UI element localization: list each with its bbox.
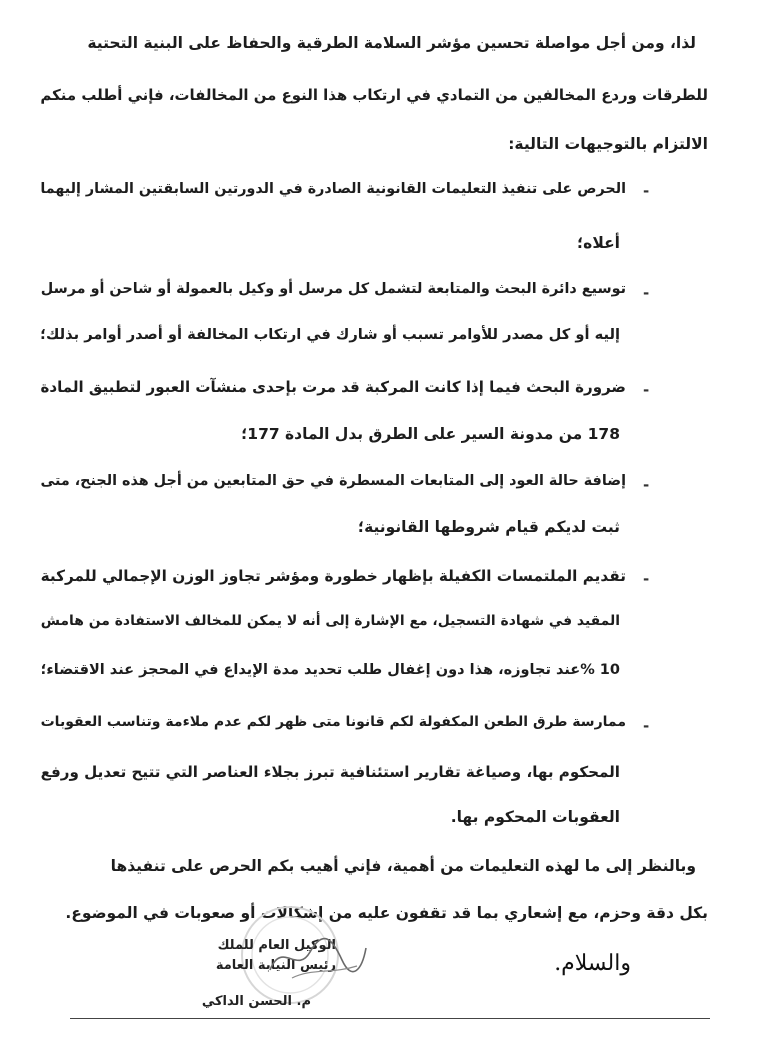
directive-line: إضافة حالة العود إلى المتابعات المسطرة في حق المتابعين من أجل هذه الجنح، متى — [40, 473, 626, 489]
signature-scribble-icon — [262, 930, 372, 985]
footer-divider — [70, 1018, 710, 1019]
directive-line: ضرورة البحث فيما إذا كانت المركبة قد مرت بإحدى منشآت العبور لتطبيق المادة — [40, 378, 626, 396]
salutation: والسلام. — [554, 951, 631, 976]
closing-line: وبالنظر إلى ما لهذه التعليمات من أهمية، فإني أهيب بكم الحرص على تنفيذها — [110, 857, 696, 875]
bullet-dash: - — [643, 182, 650, 200]
directive-line: توسيع دائرة البحث والمتابعة لتشمل كل مرسل أو وكيل بالعمولة أو شاحن أو مرسل — [40, 281, 626, 297]
signature-title: رئيس النيابة العامة — [215, 958, 336, 973]
directive-line: العقوبات المحكوم بها. — [450, 808, 620, 826]
directive-line: إليه أو كل مصدر للأوامر تسبب أو شارك في ارتكاب المخالفة أو أصدر أوامر بذلك؛ — [40, 326, 620, 343]
bullet-dash: - — [643, 476, 650, 494]
directive-line: الحرص على تنفيذ التعليمات القانونية الصادرة في الدورتين السابقتين المشار إليهما — [40, 181, 626, 197]
directive-line: المحكوم بها، وصياغة تقارير استئنافية تبرز بجلاء العناصر التي تتيح تعديل ورفع — [40, 763, 620, 781]
signature-title: الوكيل العام للملك — [217, 938, 336, 953]
directive-line: تقديم الملتمسات الكفيلة بإظهار خطورة ومؤشر تجاوز الوزن الإجمالي للمركبة — [40, 567, 626, 585]
directive-line: المقيد في شهادة التسجيل، مع الإشارة إلى أنه لا يمكن للمخالف الاستفادة من هامش — [40, 613, 620, 629]
closing-line: بكل دقة وحزم، مع إشعاري بما قد تقفون عليه من إشكالات أو صعوبات في الموضوع. — [65, 904, 708, 922]
directive-line: ممارسة طرق الطعن المكفولة لكم قانونا متى ظهر لكم عدم ملاءمة وتناسب العقوبات — [40, 714, 626, 730]
signatory-name: م. الحسن الداكي — [201, 994, 311, 1009]
intro-line: للطرقات وردع المخالفين من التمادي في ارتكاب هذا النوع من المخالفات، فإني أطلب منكم — [40, 86, 708, 104]
directive-line: 178 من مدونة السير على الطرق بدل المادة 177؛ — [241, 425, 620, 443]
bullet-dash: - — [643, 717, 650, 735]
directive-line: 10 %عند تجاوزه، هذا دون إغفال طلب تحديد مدة الإيداع في المحجز عند الاقتضاء؛ — [40, 662, 620, 678]
intro-line: لذا، ومن أجل مواصلة تحسين مؤشر السلامة الطرقية والحفاظ على البنية التحتية — [87, 34, 696, 52]
bullet-dash: - — [643, 284, 650, 302]
bullet-dash: - — [643, 381, 650, 399]
directive-line: ثبت لديكم قيام شروطها القانونية؛ — [357, 518, 620, 536]
directive-line: أعلاه؛ — [576, 234, 620, 252]
intro-line: الالتزام بالتوجيهات التالية: — [508, 135, 708, 153]
bullet-dash: - — [643, 570, 650, 588]
